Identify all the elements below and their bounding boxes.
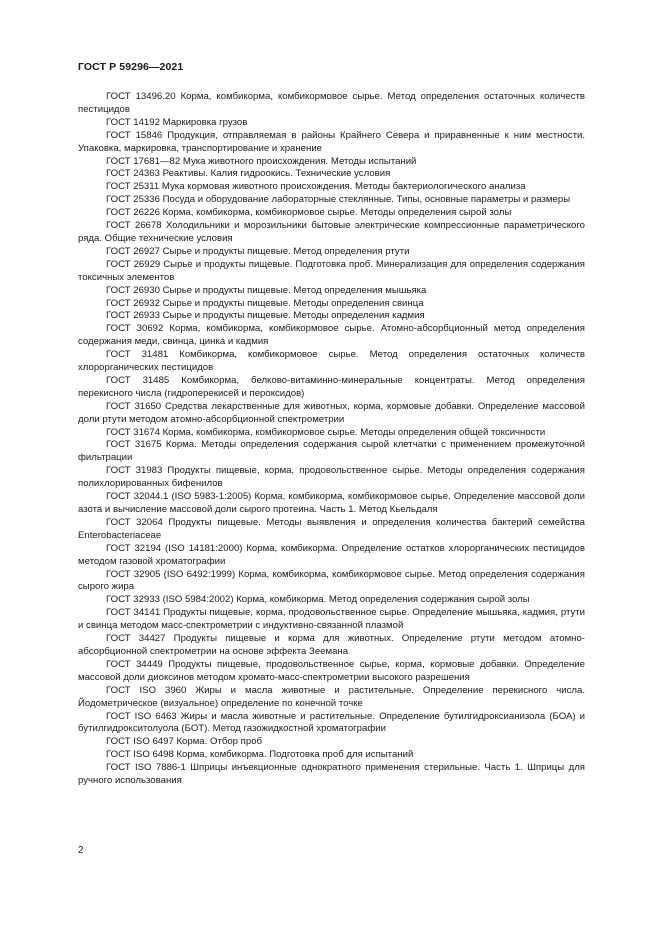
reference-entry: ГОСТ 34449 Продукты пищевые, продовольственное сырье, корма, кормовые добавки. Определение массовой доли диоксинов методом хромато-масс-спектрометрии высокого разрешения xyxy=(78,658,585,683)
reference-entry: ГОСТ 25311 Мука кормовая животного происхождения. Методы бактериологического анализа xyxy=(106,181,526,193)
reference-entry: ГОСТ 17681—82 Мука животного происхождения. Методы испытаний xyxy=(106,155,417,167)
reference-entry: ГОСТ 26927 Сырье и продукты пищевые. Метод определения ртути xyxy=(106,245,410,257)
reference-entry: ГОСТ 32194 (ISO 14181:2000) Корма, комбикорма. Определение остатков хлорорганических пестицидов методом газовой хроматографии xyxy=(78,542,585,567)
document-header: ГОСТ Р 59296—2021 xyxy=(78,61,184,73)
reference-entry: ГОСТ 26932 Сырье и продукты пищевые. Методы определения свинца xyxy=(106,297,424,309)
reference-entry: ГОСТ 26930 Сырье и продукты пищевые. Метод определения мышьяка xyxy=(106,284,427,296)
reference-entry: ГОСТ 32905 (ISO 6492:1999) Корма, комбикорма, комбикормовое сырье. Метод определения содержания сырого жира xyxy=(78,568,585,593)
reference-entry: ГОСТ ISO 6463 Жиры и масла животные и растительные. Определение бутилгидроксианизола (БОА) и бутилгидрокситолуола (БОТ). Метод газожидкостной хроматографии xyxy=(78,710,585,735)
reference-entry: ГОСТ 31675 Корма. Методы определения содержания сырой клетчатки с применением промежуточной фильтрации xyxy=(78,439,585,464)
reference-entry: ГОСТ 32064 Продукты пищевые. Методы выявления и определения количества бактерий семейства Enterobacteriaceae xyxy=(78,516,585,541)
reference-entry: ГОСТ ISO 6498 Корма, комбикорма. Подготовка проб для испытаний xyxy=(106,749,414,761)
reference-entry: ГОСТ 30692 Корма, комбикорма, комбикормовое сырье. Атомно-абсорбционный метод определения содержания меди, свинца, цинка и кадмия xyxy=(78,323,585,348)
reference-entry: ГОСТ 31674 Корма, комбикорма, комбикормовое сырье. Методы определения общей токсичности xyxy=(106,426,546,438)
reference-entry: ГОСТ 26929 Сырье и продукты пищевые. Подготовка проб. Минерализация для определения содержания токсичных элементов xyxy=(78,258,585,283)
reference-entry: ГОСТ 25336 Посуда и оборудование лабораторные стеклянные. Типы, основные параметры и размеры xyxy=(106,194,571,206)
normative-references-list xyxy=(78,91,585,788)
reference-entry: ГОСТ 13496.20 Корма, комбикорма, комбикормовое сырье. Метод определения остаточных количеств пестицидов xyxy=(78,91,585,115)
reference-entry: ГОСТ 31650 Средства лекарственные для животных, корма, кормовые добавки. Определение массовой доли ртути методом атомно-абсорбционной спектрометрии xyxy=(78,400,585,425)
reference-entry: ГОСТ 26226 Корма, комбикорма, комбикормовое сырье. Методы определения сырой золы xyxy=(106,207,512,219)
reference-entry: ГОСТ 31485 Комбикорма, белково-витаминно-минеральные концентраты. Метод определения перекисного числа (гидроперекисей и пероксидов) xyxy=(78,374,585,399)
reference-entry: ГОСТ 24363 Реактивы. Калия гидроокись. Технические условия xyxy=(106,168,391,180)
reference-entry: ГОСТ 31983 Продукты пищевые, корма, продовольственное сырье. Методы определения содержания полихлорированных бифенилов xyxy=(78,465,585,490)
reference-entry: ГОСТ ISO 3960 Жиры и масла животные и растительные. Определение перекисного числа. Йодометрическое (визуальное) определение по конечной точке xyxy=(78,684,585,709)
reference-entry: ГОСТ ISO 6497 Корма. Отбор проб xyxy=(106,736,263,748)
reference-entry: ГОСТ 26678 Холодильники и морозильники бытовые электрические компрессионные параметрического ряда. Общие технические условия xyxy=(78,220,585,244)
reference-entry: ГОСТ 31481 Комбикорма, комбикормовое сырье. Метод определения остаточных количеств хлорорганических пестицидов xyxy=(78,349,585,374)
reference-entry: ГОСТ 15846 Продукция, отправляемая в районы Крайнего Севера и приравненные к ним местности. Упаковка, маркировка, транспортирование и хранение xyxy=(78,129,585,154)
reference-entry: ГОСТ 32933 (ISO 5984:2002) Корма, комбикорма. Метод определения содержания сырой золы xyxy=(106,594,530,606)
reference-entry: ГОСТ ISO 7886-1 Шприцы инъекционные однократного применения стерильные. Часть 1. Шприцы для ручного использования xyxy=(78,762,585,787)
reference-entry: ГОСТ 14192 Маркировка грузов xyxy=(106,116,248,128)
reference-entry: ГОСТ 34427 Продукты пищевые и корма для животных. Определение ртути методом атомно-абсорбционной спектрометрии на основе эффекта Зеемана xyxy=(78,633,585,657)
page-number: 2 xyxy=(78,845,84,856)
reference-entry: ГОСТ 34141 Продукты пищевые, корма, продовольственное сырье. Определение мышьяка, кадмия, ртути и свинца методом масс-спектрометрии с индуктивно-связанной плазмой xyxy=(78,607,585,632)
reference-entry: ГОСТ 26933 Сырье и продукты пищевые. Методы определения кадмия xyxy=(106,310,425,322)
reference-entry: ГОСТ 32044.1 (ISO 5983-1:2005) Корма, комбикорма, комбикормовое сырье. Определение массовой доли азота и вычисление массовой доли сырого протеина. Часть 1. Метод Кьельдаля xyxy=(78,491,585,515)
